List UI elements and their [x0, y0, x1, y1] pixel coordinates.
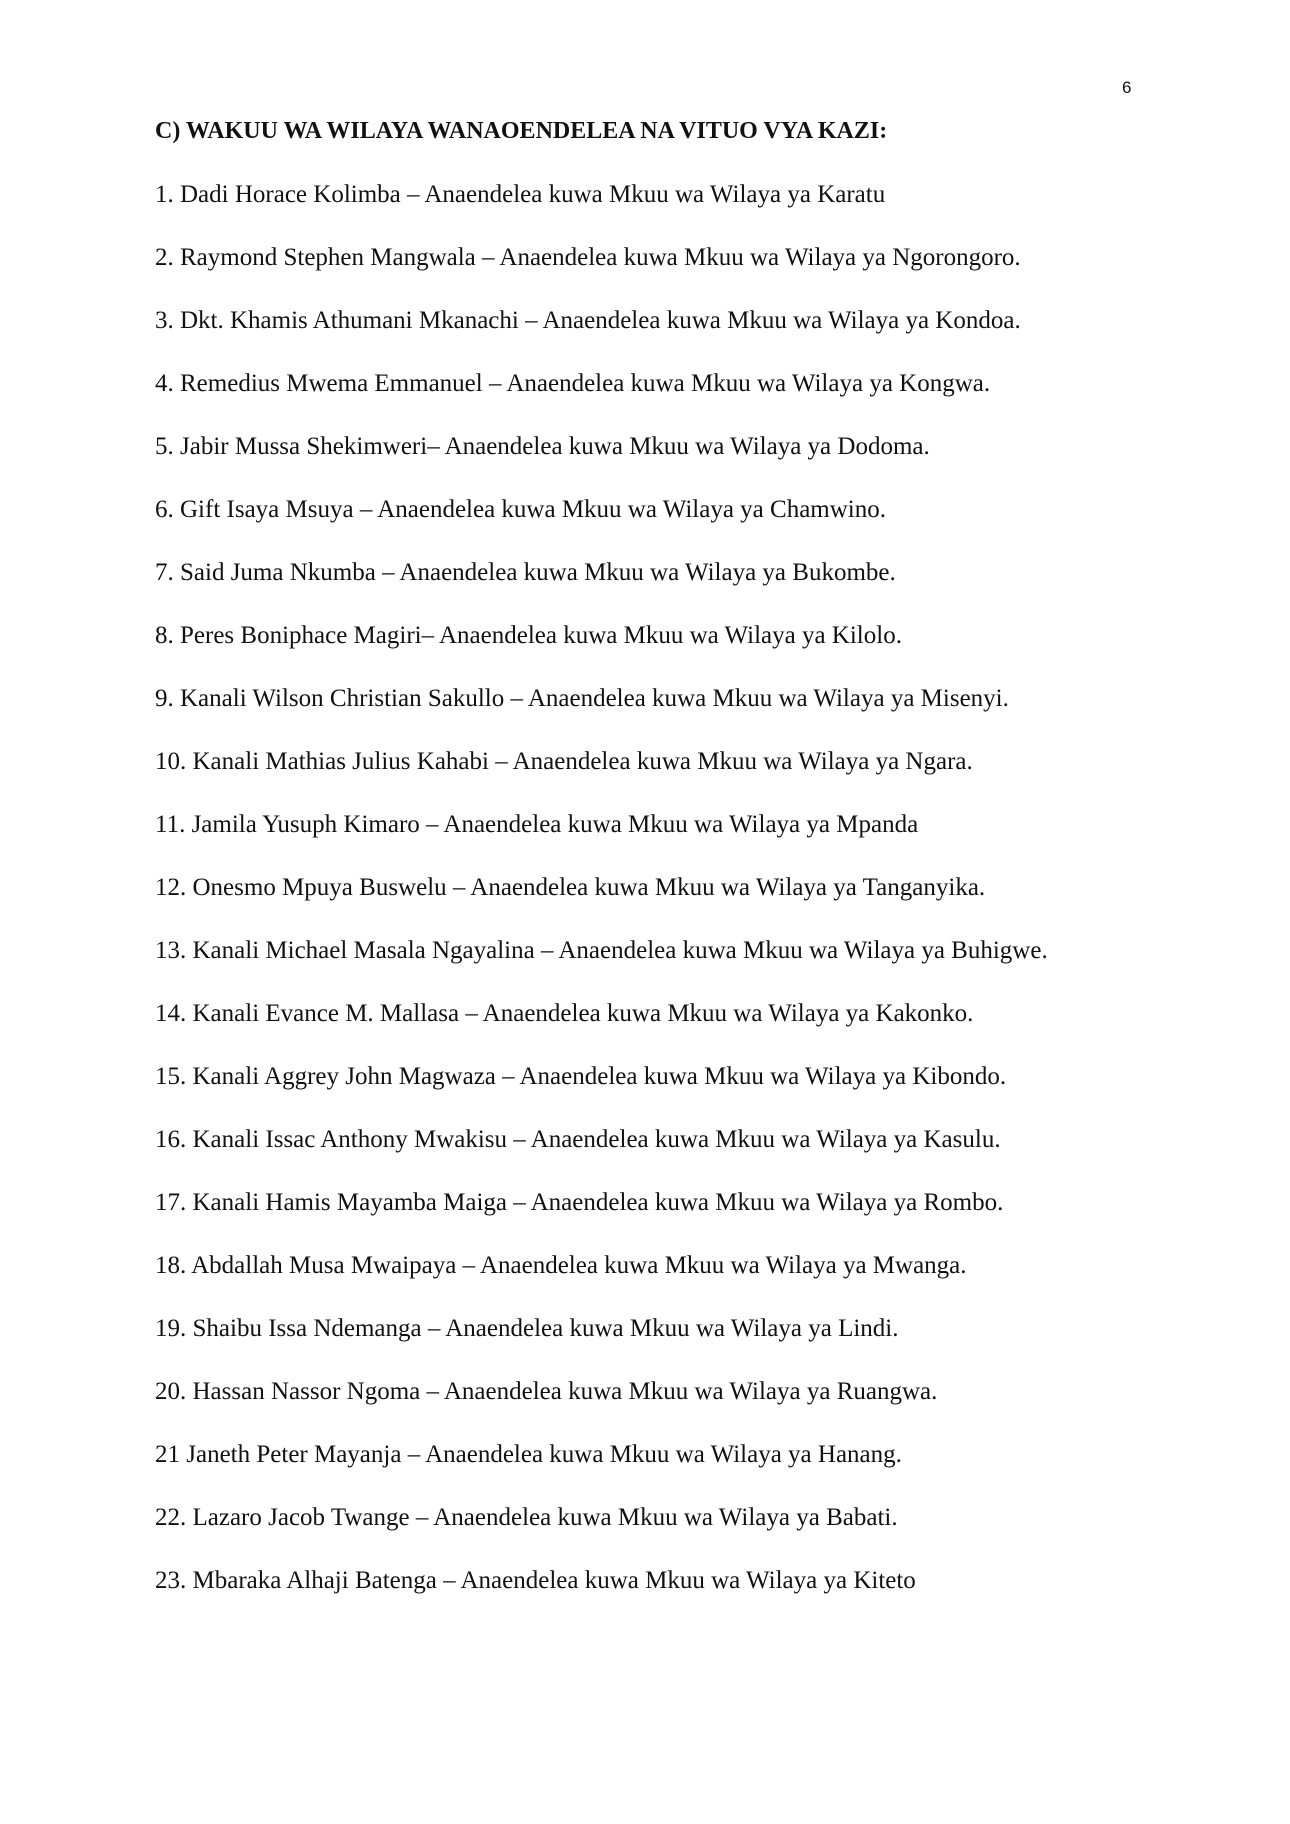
document-body	[155, 115, 1134, 1627]
list-item: 22. Lazaro Jacob Twange – Anaendelea kuwa Mkuu wa Wilaya ya Babati.	[155, 1504, 898, 1531]
list-item: 15. Kanali Aggrey John Magwaza – Anaendelea kuwa Mkuu wa Wilaya ya Kibondo.	[155, 1063, 1007, 1090]
list-item: 10. Kanali Mathias Julius Kahabi – Anaendelea kuwa Mkuu wa Wilaya ya Ngara.	[155, 748, 973, 775]
list-item: 23. Mbaraka Alhaji Batenga – Anaendelea kuwa Mkuu wa Wilaya ya Kiteto	[155, 1567, 916, 1594]
district-commissioners-list	[155, 178, 1134, 1597]
list-item: 1. Dadi Horace Kolimba – Anaendelea kuwa Mkuu wa Wilaya ya Karatu	[155, 181, 886, 208]
list-item: 18. Abdallah Musa Mwaipaya – Anaendelea kuwa Mkuu wa Wilaya ya Mwanga.	[155, 1252, 967, 1279]
list-item: 3. Dkt. Khamis Athumani Mkanachi – Anaendelea kuwa Mkuu wa Wilaya ya Kondoa.	[155, 307, 1021, 334]
list-item: 8. Peres Boniphace Magiri– Anaendelea kuwa Mkuu wa Wilaya ya Kilolo.	[155, 622, 902, 649]
list-item: 20. Hassan Nassor Ngoma – Anaendelea kuwa Mkuu wa Wilaya ya Ruangwa.	[155, 1378, 938, 1405]
list-item: 2. Raymond Stephen Mangwala – Anaendelea kuwa Mkuu wa Wilaya ya Ngorongoro.	[155, 244, 1021, 271]
list-item: 6. Gift Isaya Msuya – Anaendelea kuwa Mkuu wa Wilaya ya Chamwino.	[155, 496, 886, 523]
page-number: 6	[1122, 78, 1132, 97]
list-item: 19. Shaibu Issa Ndemanga – Anaendelea kuwa Mkuu wa Wilaya ya Lindi.	[155, 1315, 899, 1342]
list-item: 17. Kanali Hamis Mayamba Maiga – Anaendelea kuwa Mkuu wa Wilaya ya Rombo.	[155, 1189, 1004, 1216]
list-item: 5. Jabir Mussa Shekimweri– Anaendelea kuwa Mkuu wa Wilaya ya Dodoma.	[155, 433, 930, 460]
list-item: 16. Kanali Issac Anthony Mwakisu – Anaendelea kuwa Mkuu wa Wilaya ya Kasulu.	[155, 1126, 1001, 1153]
list-item: 4. Remedius Mwema Emmanuel – Anaendelea kuwa Mkuu wa Wilaya ya Kongwa.	[155, 370, 991, 397]
list-item: 13. Kanali Michael Masala Ngayalina – Anaendelea kuwa Mkuu wa Wilaya ya Buhigwe.	[155, 937, 1048, 964]
list-item: 9. Kanali Wilson Christian Sakullo – Anaendelea kuwa Mkuu wa Wilaya ya Misenyi.	[155, 685, 1009, 712]
list-item: 14. Kanali Evance M. Mallasa – Anaendelea kuwa Mkuu wa Wilaya ya Kakonko.	[155, 1000, 974, 1027]
list-item: 12. Onesmo Mpuya Buswelu – Anaendelea kuwa Mkuu wa Wilaya ya Tanganyika.	[155, 874, 986, 901]
list-item: 11. Jamila Yusuph Kimaro – Anaendelea kuwa Mkuu wa Wilaya ya Mpanda	[155, 811, 919, 838]
list-item: 21 Janeth Peter Mayanja – Anaendelea kuwa Mkuu wa Wilaya ya Hanang.	[155, 1441, 902, 1468]
section-heading: C) WAKUU WA WILAYA WANAOENDELEA NA VITUO VYA KAZI:	[155, 118, 888, 144]
list-item: 7. Said Juma Nkumba – Anaendelea kuwa Mkuu wa Wilaya ya Bukombe.	[155, 559, 896, 586]
